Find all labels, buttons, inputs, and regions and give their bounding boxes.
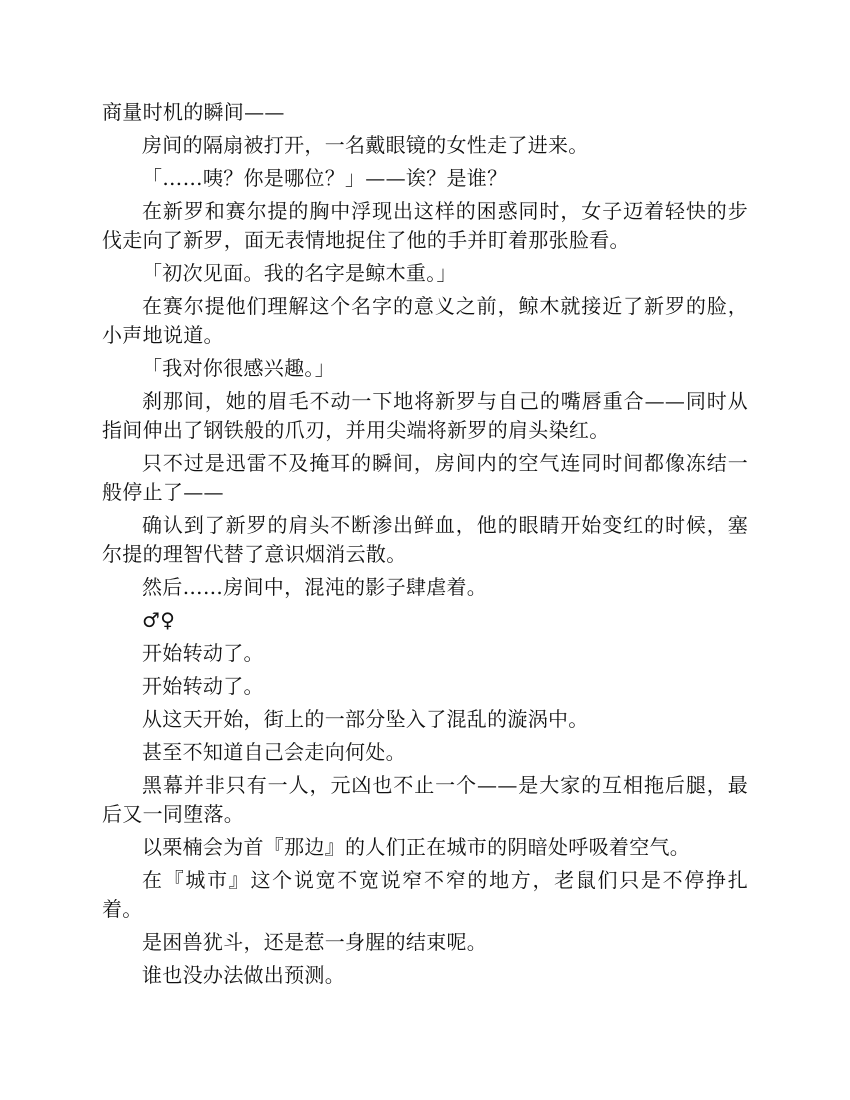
document-page [102, 98, 748, 994]
section-divider: ♂♀ [142, 608, 176, 632]
paragraph: 是困兽犹斗，还是惹一身腥的结束呢。 [142, 930, 488, 954]
paragraph: 确认到了新罗的肩头不断渗出鲜血，他的眼睛开始变红的时候，塞尔提的理智代替了意识烟消云散。 [102, 513, 748, 566]
paragraph: 从这天开始，街上的一部分坠入了混乱的漩涡中。 [142, 707, 589, 731]
paragraph: 开始转动了。 [142, 674, 264, 698]
paragraph: 只不过是迅雷不及掩耳的瞬间，房间内的空气连同时间都像冻结一般停止了—— [102, 451, 748, 504]
paragraph: 开始转动了。 [142, 641, 264, 665]
paragraph: 房间的隔扇被打开，一名戴眼镜的女性走了进来。 [142, 133, 589, 157]
paragraph: 在『城市』这个说宽不宽说窄不窄的地方，老鼠们只是不停挣扎着。 [102, 868, 748, 921]
paragraph: 「……咦？你是哪位？」——诶？是谁？ [142, 166, 508, 190]
paragraph: 刹那间，她的眉毛不动一下地将新罗与自己的嘴唇重合——同时从指间伸出了钢铁般的爪刃，并用尖端将新罗的肩头染红。 [102, 389, 748, 442]
paragraph: 谁也没办法做出预测。 [142, 963, 345, 987]
paragraph: 「初次见面。我的名字是鲸木重。」 [142, 261, 457, 285]
paragraph: 「我对你很感兴趣。」 [142, 356, 335, 380]
paragraph: 黑幕并非只有一人，元凶也不止一个——是大家的互相拖后腿，最后又一同堕落。 [102, 773, 748, 826]
paragraph: 在赛尔提他们理解这个名字的意义之前，鲸木就接近了新罗的脸，小声地说道。 [102, 294, 748, 347]
paragraph: 商量时机的瞬间—— [102, 100, 285, 124]
paragraph: 然后……房间中，混沌的影子肆虐着。 [142, 575, 488, 599]
paragraph: 在新罗和赛尔提的胸中浮现出这样的困惑同时，女子迈着轻快的步伐走向了新罗，面无表情地捉住了他的手并盯着那张脸看。 [102, 199, 748, 252]
paragraph: 以栗楠会为首『那边』的人们正在城市的阴暗处呼吸着空气。 [142, 835, 691, 859]
paragraph: 甚至不知道自己会走向何处。 [142, 740, 406, 764]
